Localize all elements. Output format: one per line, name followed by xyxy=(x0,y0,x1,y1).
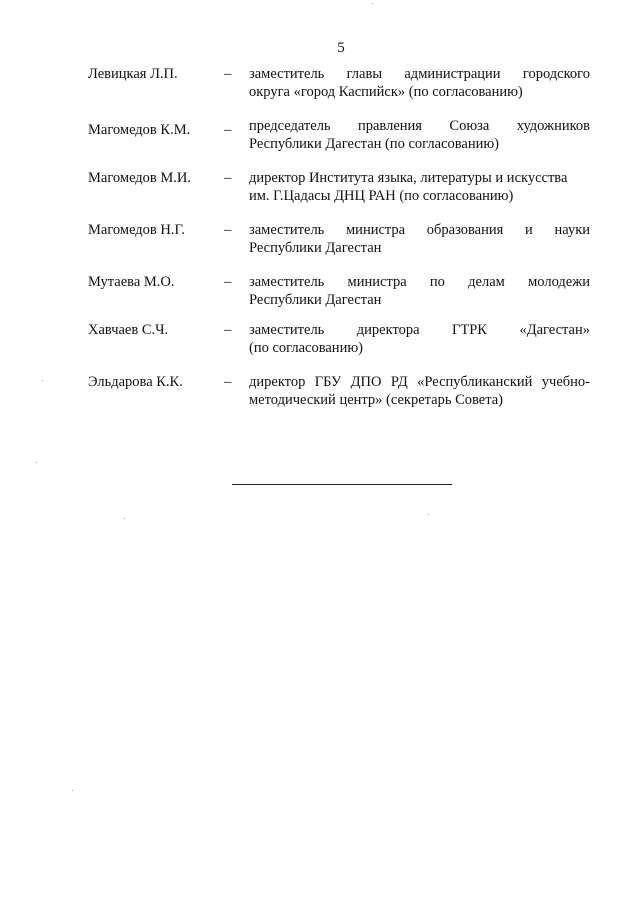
page-number: 5 xyxy=(337,40,345,56)
member-role-line: заместитель директора ГТРК «Дагестан» xyxy=(249,322,590,338)
member-dash: – xyxy=(224,322,232,338)
member-name: Магомедов М.И. xyxy=(88,170,192,186)
member-name: Мутаева М.О. xyxy=(88,274,175,290)
member-name: Магомедов Н.Г. xyxy=(88,222,185,238)
members-list xyxy=(88,65,590,409)
member-role-line: директор Института языка, литературы и искусства xyxy=(249,170,568,186)
member-row xyxy=(88,117,590,153)
member-role-line: методический центр» (секретарь Совета) xyxy=(249,392,503,408)
member-role xyxy=(249,221,590,257)
member-row xyxy=(88,273,590,309)
scan-speck xyxy=(36,462,37,463)
member-name: Хавчаев С.Ч. xyxy=(88,322,169,338)
member-role-line: Республики Дагестан (по согласованию) xyxy=(249,136,500,152)
member-role-line: заместитель министра образования и науки xyxy=(249,222,590,238)
scan-speck xyxy=(428,514,429,515)
scan-speck xyxy=(372,3,373,4)
member-role-line: заместитель главы администрации городского xyxy=(249,66,590,82)
member-role-line: заместитель министра по делам молодежи xyxy=(249,274,590,290)
member-row xyxy=(88,65,590,101)
member-row xyxy=(88,373,590,409)
member-role-line: председатель правления Союза художников xyxy=(249,118,590,134)
member-role-line: Республики Дагестан xyxy=(249,240,382,256)
member-role-line: (по согласованию) xyxy=(249,340,363,356)
member-role-line: им. Г.Цадасы ДНЦ РАН (по согласованию) xyxy=(249,188,514,204)
member-role xyxy=(249,65,590,101)
scan-speck xyxy=(124,518,125,519)
member-role xyxy=(249,169,590,205)
member-dash: – xyxy=(224,274,232,290)
end-of-list-rule xyxy=(232,484,452,485)
member-dash: – xyxy=(224,374,232,390)
member-dash: – xyxy=(224,170,232,186)
member-role xyxy=(249,373,590,409)
member-row xyxy=(88,321,590,357)
member-dash: – xyxy=(224,122,232,138)
member-name: Эльдарова К.К. xyxy=(88,374,183,390)
member-role-line: Республики Дагестан xyxy=(249,292,382,308)
member-row xyxy=(88,221,590,257)
member-role xyxy=(249,117,590,153)
member-dash: – xyxy=(224,222,232,238)
member-name: Магомедов К.М. xyxy=(88,122,191,138)
member-role-line: округа «город Каспийск» (по согласованию) xyxy=(249,84,523,100)
member-dash: – xyxy=(224,66,232,82)
member-role-line: директор ГБУ ДПО РД «Республиканский учебно- xyxy=(249,374,590,390)
scan-speck xyxy=(42,380,43,381)
member-role xyxy=(249,321,590,357)
member-role xyxy=(249,273,590,309)
member-row xyxy=(88,169,590,205)
member-name: Левицкая Л.П. xyxy=(88,66,178,82)
scan-speck xyxy=(72,790,73,791)
